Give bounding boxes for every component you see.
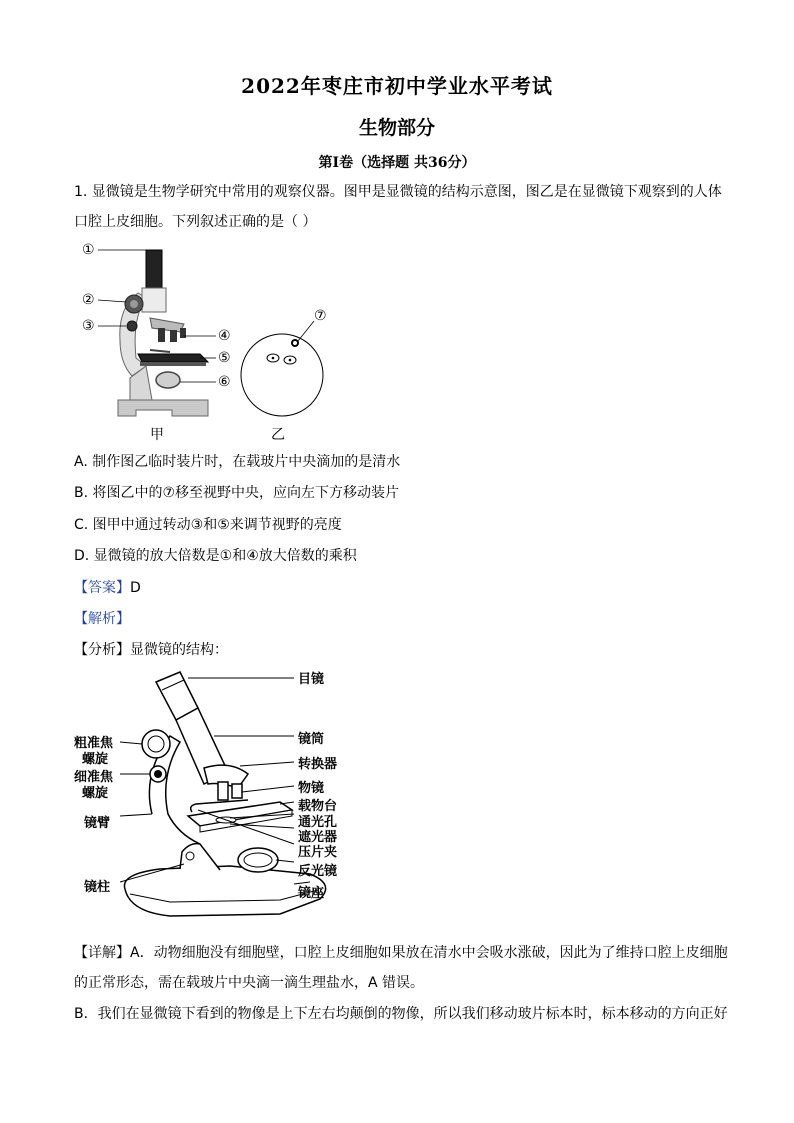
marker-7: ⑦ <box>314 308 327 324</box>
answer-value: D <box>130 580 141 596</box>
section-title: 第Ⅰ卷（选择题 共36分） <box>318 155 476 171</box>
label-coarse-2: 螺旋 <box>82 752 109 767</box>
microscope-figure-jia <box>80 238 260 446</box>
detail-line1 <box>74 943 734 963</box>
detail-line2: 的正常形态，需在载玻片中央滴一滴生理盐水，A 错误。 <box>74 975 425 991</box>
label-mirror: 反光镜 <box>298 864 338 879</box>
figure-jia-caption: 甲 <box>150 427 164 443</box>
option-a: A. 制作图乙临时装片时，在载玻片中央滴加的是清水 <box>74 454 401 470</box>
figure-yi-caption: 乙 <box>271 427 285 443</box>
marker-6: ⑥ <box>218 374 231 390</box>
analysis-line <box>74 609 734 629</box>
marker-1: ① <box>82 242 95 258</box>
label-objective: 物镜 <box>298 781 325 796</box>
marker-4: ④ <box>218 328 231 344</box>
analysis-tag: 【解析】 <box>74 611 130 627</box>
exam-title: 2022年枣庄市初中学业水平考试 <box>241 74 553 98</box>
label-aperture: 通光孔 <box>298 815 338 830</box>
label-tube: 镜筒 <box>298 732 325 747</box>
detail-tag: 【详解】 <box>74 945 130 961</box>
marker-3: ③ <box>82 318 95 334</box>
marker-5: ⑤ <box>218 350 231 366</box>
answer-tag: 【答案】 <box>74 580 130 596</box>
subject-title: 生物部分 <box>358 117 435 139</box>
label-fine-1: 细准焦 <box>74 770 114 785</box>
option-c: C. 图甲中通过转动③和⑤来调节视野的亮度 <box>74 517 342 533</box>
label-eyepiece: 目镜 <box>298 672 325 687</box>
option-b: B. 将图乙中的⑦移至视野中央，应向左下方移动装片 <box>74 485 400 501</box>
question-stem-line1: 1. 显微镜是生物学研究中常用的观察仪器。图甲是显微镜的结构示意图，图乙是在显微镜下观察到的人体 <box>74 184 722 200</box>
marker-2: ② <box>82 292 95 308</box>
fenxi-text: 显微镜的结构： <box>130 642 228 658</box>
detail-line3: B．我们在显微镜下看到的物像是上下左右均颠倒的物像，所以我们移动玻片标本时，标本移动的方向正好 <box>74 1006 728 1022</box>
label-fine-2: 螺旋 <box>82 786 109 801</box>
label-diaphragm: 遮光器 <box>298 830 338 845</box>
question-stem-line2: 口腔上皮细胞。下列叙述正确的是（ ） <box>74 214 317 230</box>
option-d: D. 显微镜的放大倍数是①和④放大倍数的乘积 <box>74 548 357 564</box>
label-clip: 压片夹 <box>298 845 338 860</box>
label-nosepiece: 转换器 <box>298 757 338 772</box>
fenxi-tag: 【分析】 <box>74 642 130 658</box>
detail-text-1: A．动物细胞没有细胞壁，口腔上皮细胞如果放在清水中会吸水涨破，因此为了维持口腔上皮细胞 <box>130 945 728 961</box>
label-base: 镜座 <box>298 886 325 901</box>
answer-line <box>74 578 734 598</box>
label-coarse-1: 粗准焦 <box>74 736 114 751</box>
label-stage: 载物台 <box>298 799 338 814</box>
label-pillar: 镜柱 <box>84 880 111 895</box>
fenxi-line <box>74 640 734 660</box>
label-arm: 镜臂 <box>84 816 111 831</box>
